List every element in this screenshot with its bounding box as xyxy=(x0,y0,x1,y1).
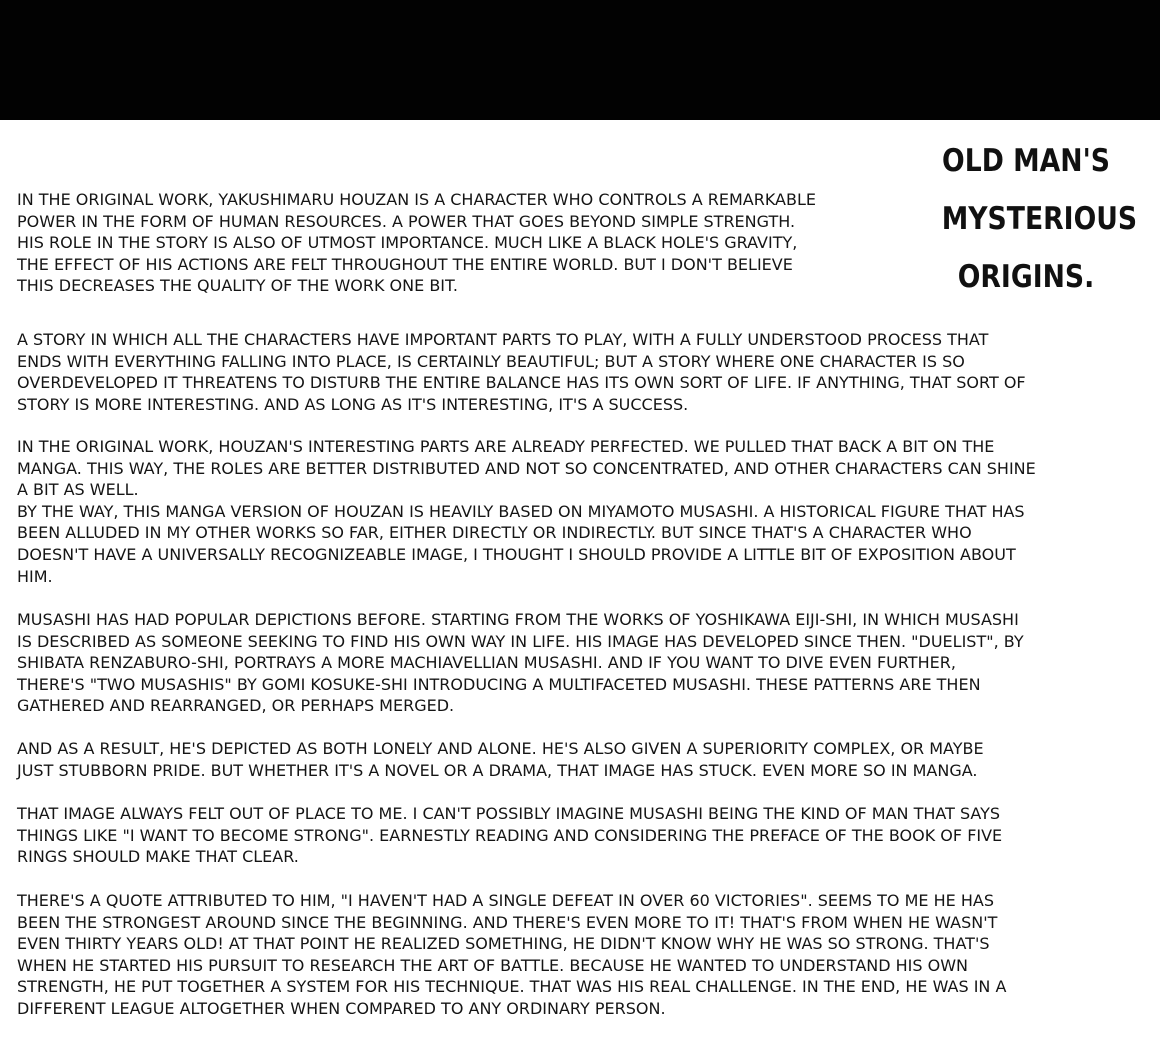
text-line: JUST STUBBORN PRIDE. BUT WHETHER IT'S A NOVEL OR A DRAMA, THAT IMAGE HAS STUCK. EVEN MORE SO IN MANGA. xyxy=(17,760,978,780)
text-line: SHIBATA RENZABURO-SHI, PORTRAYS A MORE MACHIAVELLIAN MUSASHI. AND IF YOU WANT TO DIVE EVEN FURTHER, xyxy=(17,653,956,673)
text-line: EVEN THIRTY YEARS OLD! AT THAT POINT HE REALIZED SOMETHING, HE DIDN'T KNOW WHY HE WAS SO STRONG. THAT'S xyxy=(17,934,990,954)
text-line: IN THE ORIGINAL WORK, YAKUSHIMARU HOUZAN IS A CHARACTER WHO CONTROLS A REMARKABLE xyxy=(17,190,816,209)
text-line: THINGS LIKE "I WANT TO BECOME STRONG". EARNESTLY READING AND CONSIDERING THE PREFACE OF THE BOOK OF FIVE xyxy=(17,825,1003,845)
text-line: THIS DECREASES THE QUALITY OF THE WORK ONE BIT. xyxy=(17,276,458,296)
text-line: IN THE ORIGINAL WORK, HOUZAN'S INTERESTING PARTS ARE ALREADY PERFECTED. WE PULLED THAT BACK A BIT ON THE xyxy=(17,437,995,456)
text-line: WHEN HE STARTED HIS PURSUIT TO RESEARCH THE ART OF BATTLE. BECAUSE HE WANTED TO UNDERSTAND HIS OWN xyxy=(17,955,969,975)
text-line: MANGA. THIS WAY, THE ROLES ARE BETTER DISTRIBUTED AND NOT SO CONCENTRATED, AND OTHER CHARACTERS CAN SHINE xyxy=(17,458,1036,478)
text-line: A STORY IN WHICH ALL THE CHARACTERS HAVE IMPORTANT PARTS TO PLAY, WITH A FULLY UNDERSTOOD PROCESS THAT xyxy=(17,330,989,349)
page-title xyxy=(941,132,1138,306)
text-line: THERE'S A QUOTE ATTRIBUTED TO HIM, "I HAVEN'T HAD A SINGLE DEFEAT IN OVER 60 VICTORIES". SEEMS TO ME HE HAS xyxy=(17,891,994,910)
text-line: RINGS SHOULD MAKE THAT CLEAR. xyxy=(17,847,299,867)
text-line: AND AS A RESULT, HE'S DEPICTED AS BOTH LONELY AND ALONE. HE'S ALSO GIVEN A SUPERIORITY COMPLEX, OR MAYBE xyxy=(17,739,984,758)
title-line: MYSTERIOUS xyxy=(941,201,1138,237)
text-line: IS DESCRIBED AS SOMEONE SEEKING TO FIND HIS OWN WAY IN LIFE. HIS IMAGE HAS DEVELOPED SINCE THEN. "DUELIST", BY xyxy=(17,631,1024,651)
paragraph-4 xyxy=(17,609,1147,717)
title-line: ORIGINS. xyxy=(957,259,1095,295)
paragraph-7 xyxy=(17,890,1147,1020)
text-line: A BIT AS WELL. xyxy=(17,480,139,500)
text-line: HIM. xyxy=(17,566,53,586)
text-line: POWER IN THE FORM OF HUMAN RESOURCES. A POWER THAT GOES BEYOND SIMPLE STRENGTH. xyxy=(17,211,796,231)
paragraph-6 xyxy=(17,803,1147,868)
text-line: HIS ROLE IN THE STORY IS ALSO OF UTMOST IMPORTANCE. MUCH LIKE A BLACK HOLE'S GRAVITY, xyxy=(17,233,798,253)
text-line: STRENGTH, HE PUT TOGETHER A SYSTEM FOR HIS TECHNIQUE. THAT WAS HIS REAL CHALLENGE. IN THE END, HE WAS IN A xyxy=(17,977,1007,997)
top-black-band xyxy=(0,0,1160,120)
title-line: OLD MAN'S xyxy=(942,143,1110,179)
text-line: DIFFERENT LEAGUE ALTOGETHER WHEN COMPARED TO ANY ORDINARY PERSON. xyxy=(17,998,666,1018)
text-line: STORY IS MORE INTERESTING. AND AS LONG AS IT'S INTERESTING, IT'S A SUCCESS. xyxy=(17,394,689,414)
text-line: DOESN'T HAVE A UNIVERSALLY RECOGNIZEABLE IMAGE, I THOUGHT I SHOULD PROVIDE A LITTLE BIT OF EXPOSITION ABOUT xyxy=(17,544,1016,564)
text-line: MUSASHI HAS HAD POPULAR DEPICTIONS BEFORE. STARTING FROM THE WORKS OF YOSHIKAWA EIJI-SHI, IN WHICH MUSASHI xyxy=(17,610,1019,629)
text-line: THE EFFECT OF HIS ACTIONS ARE FELT THROUGHOUT THE ENTIRE WORLD. BUT I DON'T BELIEVE xyxy=(17,254,793,274)
paragraph-2 xyxy=(17,329,1147,415)
text-line: BY THE WAY, THIS MANGA VERSION OF HOUZAN IS HEAVILY BASED ON MIYAMOTO MUSASHI. A HISTORICAL FIGURE THAT HAS xyxy=(17,501,1025,521)
text-line: GATHERED AND REARRANGED, OR PERHAPS MERGED. xyxy=(17,696,455,716)
paragraph-5 xyxy=(17,738,1147,781)
text-line: THAT IMAGE ALWAYS FELT OUT OF PLACE TO ME. I CAN'T POSSIBLY IMAGINE MUSASHI BEING THE KIND OF MAN THAT SAYS xyxy=(17,804,1001,823)
paragraph-1 xyxy=(17,189,907,297)
paragraph-3 xyxy=(17,436,1147,587)
text-line: ENDS WITH EVERYTHING FALLING INTO PLACE, IS CERTAINLY BEAUTIFUL; BUT A STORY WHERE ONE CHARACTER IS SO xyxy=(17,351,965,371)
text-line: THERE'S "TWO MUSASHIS" BY GOMI KOSUKE-SHI INTRODUCING A MULTIFACETED MUSASHI. THESE PATTERNS ARE THEN xyxy=(17,674,981,694)
text-line: OVERDEVELOPED IT THREATENS TO DISTURB THE ENTIRE BALANCE HAS ITS OWN SORT OF LIFE. IF ANYTHING, THAT SORT OF xyxy=(17,373,1026,393)
text-line: BEEN THE STRONGEST AROUND SINCE THE BEGINNING. AND THERE'S EVEN MORE TO IT! THAT'S FROM WHEN HE WASN'T xyxy=(17,912,998,932)
text-line: BEEN ALLUDED IN MY OTHER WORKS SO FAR, EITHER DIRECTLY OR INDIRECTLY. BUT SINCE THAT'S A CHARACTER WHO xyxy=(17,523,972,543)
